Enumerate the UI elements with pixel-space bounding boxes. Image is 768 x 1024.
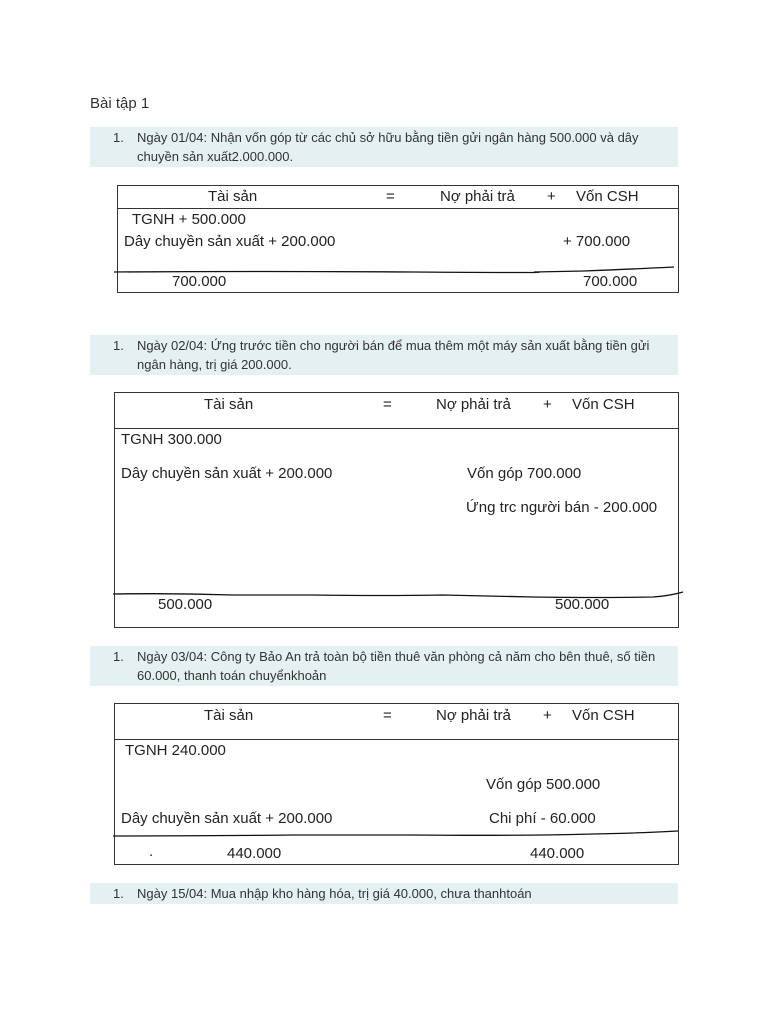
header-plus: +	[547, 188, 556, 205]
equity-line: + 700.000	[563, 233, 631, 250]
asset-line: Dây chuyền sản xuất + 200.000	[124, 233, 336, 250]
total-assets: 440.000	[227, 845, 282, 862]
header-equity: Vốn CSH	[576, 188, 639, 205]
header-equals: =	[383, 707, 392, 724]
header-liabilities: Nợ phải trả	[436, 396, 511, 413]
hand-drawn-rule	[113, 830, 679, 840]
task-item	[90, 883, 678, 904]
accounting-table-1	[117, 185, 679, 293]
header-equity: Vốn CSH	[572, 707, 635, 724]
task-number: 1.	[113, 338, 124, 353]
exercise-title: Bài tập 1	[90, 95, 150, 112]
header-equals: =	[383, 396, 392, 413]
total-equity: 500.000	[555, 596, 610, 613]
total-assets: 700.000	[172, 273, 227, 290]
asset-line: TGNH 300.000	[121, 431, 222, 448]
header-assets: Tài sản	[204, 707, 254, 724]
total-assets: 500.000	[158, 596, 213, 613]
asset-line: TGNH + 500.000	[132, 211, 246, 228]
header-plus: +	[543, 707, 552, 724]
header-equity: Vốn CSH	[572, 396, 635, 413]
bullet-mark: .	[149, 843, 154, 860]
asset-line: TGNH 240.000	[125, 742, 226, 759]
accounting-table-3	[114, 703, 679, 865]
asset-line: Dây chuyền sản xuất + 200.000	[121, 465, 333, 482]
task-item	[90, 646, 678, 686]
header-equals: =	[386, 188, 395, 205]
task-text: Ngày 01/04: Nhận vốn góp từ các chủ sở hữu bằng tiền gửi ngân hàng 500.000 và dây chuyền sản xuất2.000.000.	[137, 130, 639, 164]
header-plus: +	[543, 396, 552, 413]
header-liabilities: Nợ phải trả	[436, 707, 511, 724]
task-number: 1.	[113, 886, 124, 901]
task-text: Ngày 03/04: Công ty Bảo An trả toàn bộ tiền thuê văn phòng cả năm cho bên thuê, số tiền 60.000, thanh toán chuyểnkhoản	[137, 649, 656, 683]
total-equity: 700.000	[583, 273, 638, 290]
equity-line: Chi phí - 60.000	[489, 810, 596, 827]
task-item	[90, 127, 678, 167]
header-liabilities: Nợ phải trả	[440, 188, 515, 205]
total-equity: 440.000	[530, 845, 585, 862]
task-number: 1.	[113, 649, 124, 664]
header-assets: Tài sản	[208, 188, 258, 205]
equity-line: Vốn góp 500.000	[486, 776, 601, 793]
task-number: 1.	[113, 130, 124, 145]
asset-line: Dây chuyền sản xuất + 200.000	[121, 810, 333, 827]
task-text: Ngày 15/04: Mua nhập kho hàng hóa, trị giá 40.000, chưa thanhtoán	[137, 886, 532, 901]
header-assets: Tài sản	[204, 396, 254, 413]
equity-line: Ứng trc người bán - 200.000	[466, 499, 658, 516]
task-item	[90, 335, 678, 375]
accounting-table-2	[114, 392, 679, 628]
task-text: Ngày 02/04: Ứng trước tiền cho người bán để mua thêm một máy sản xuất bằng tiền gửi ngân hàng, trị giá 200.000.	[137, 338, 650, 372]
equity-line: Vốn góp 700.000	[467, 465, 582, 482]
